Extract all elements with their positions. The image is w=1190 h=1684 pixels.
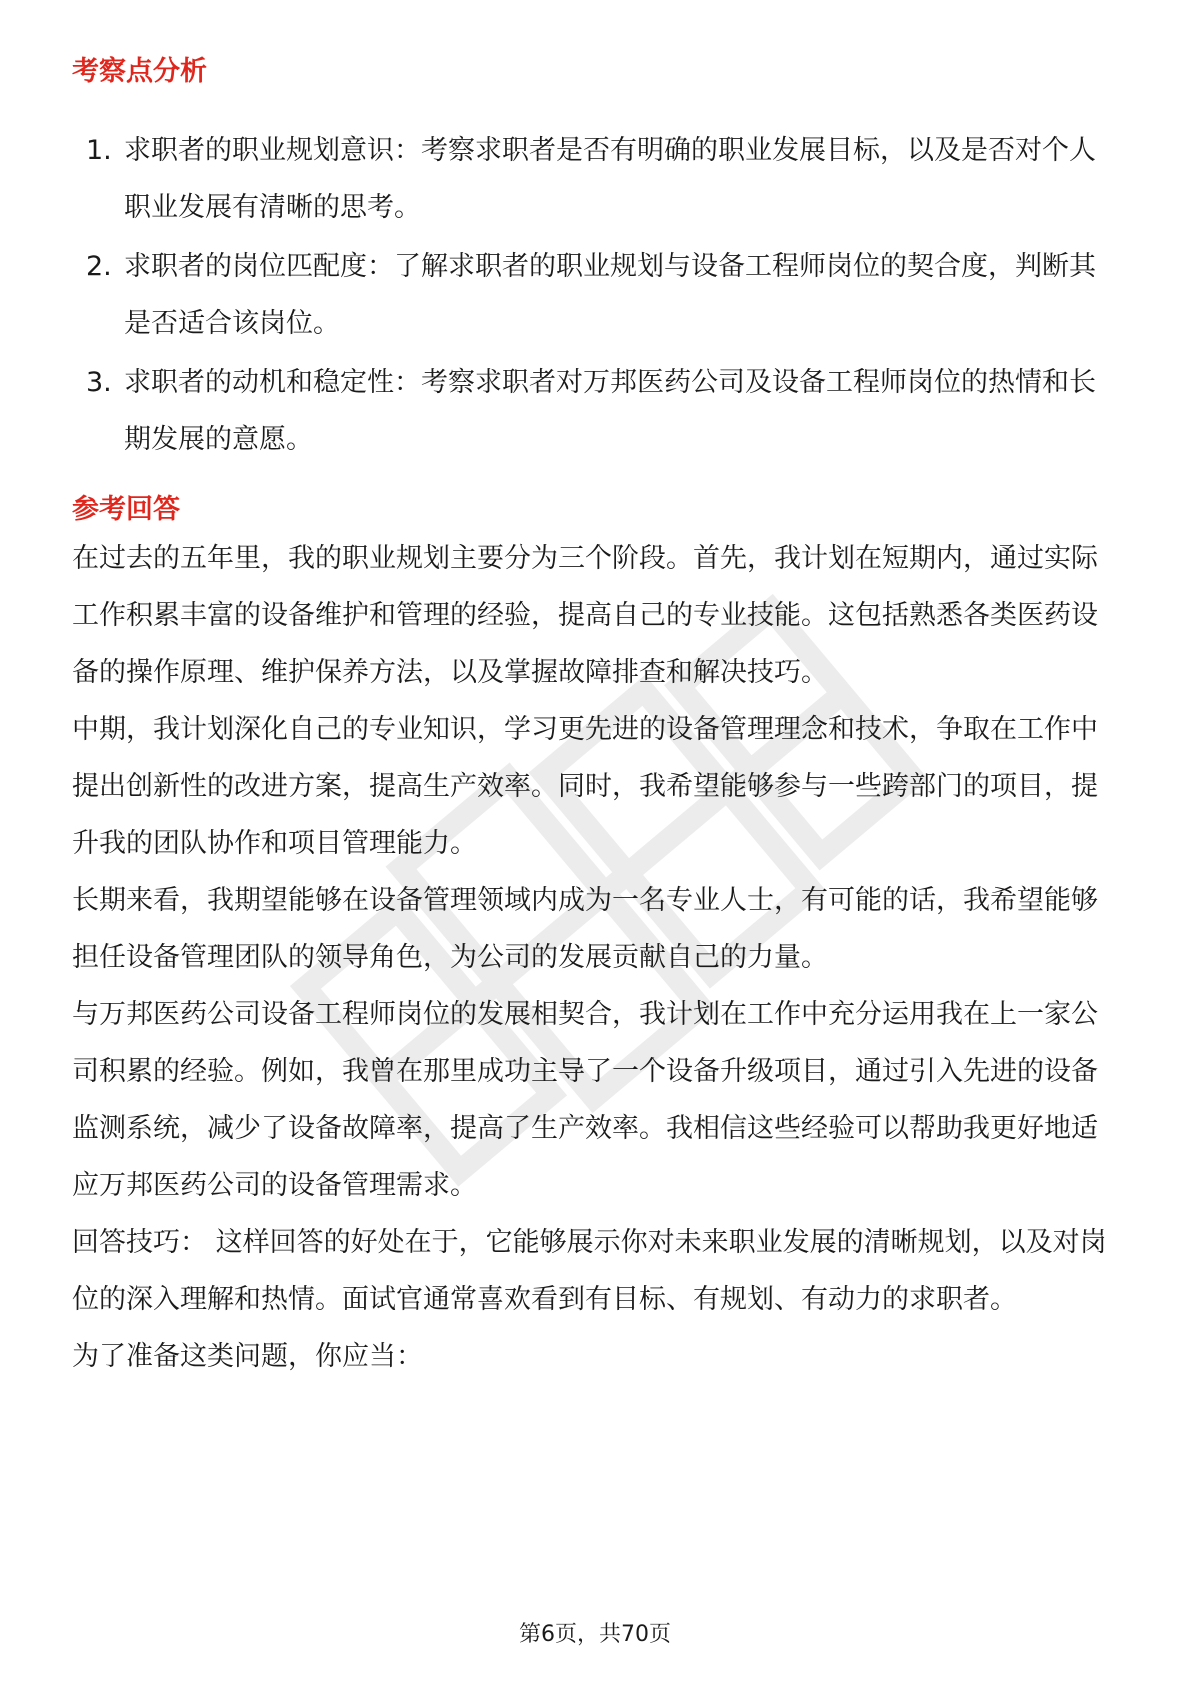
section-title-analysis: 考察点分析 — [72, 56, 207, 87]
list-item — [72, 122, 1122, 236]
analysis-list — [72, 122, 1122, 468]
answer-paragraph: 中期，我计划深化自己的专业知识，学习更先进的设备管理理念和技术，争取在工作中提出创新性的改进方案，提高生产效率。同时，我希望能够参与一些跨部门的项目，提升我的团队协作和项目管理能力。 — [72, 714, 1098, 859]
document-content — [72, 48, 1122, 1385]
list-item — [72, 238, 1122, 352]
list-item-number: 1. — [86, 135, 112, 166]
list-item-text: 求职者的岗位匹配度：了解求职者的职业规划与设备工程师岗位的契合度，判断其是否适合该岗位。 — [124, 251, 1096, 339]
tips-paragraph: 回答技巧： 这样回答的好处在于，它能够展示你对未来职业发展的清晰规划，以及对岗位的深入理解和热情。面试官通常喜欢看到有目标、有规划、有动力的求职者。 — [72, 1227, 1107, 1315]
list-item-text: 求职者的职业规划意识：考察求职者是否有明确的职业发展目标，以及是否对个人职业发展有清晰的思考。 — [124, 135, 1096, 223]
list-item-number: 3. — [86, 367, 112, 398]
answer-paragraph: 在过去的五年里，我的职业规划主要分为三个阶段。首先，我计划在短期内，通过实际工作积累丰富的设备维护和管理的经验，提高自己的专业技能。这包括熟悉各类医药设备的操作原理、维护保养方法，以及掌握故障排查和解决技巧。 — [72, 543, 1098, 688]
page-number: 第6页，共70页 — [519, 1622, 671, 1647]
list-item — [72, 354, 1122, 468]
list-item-number: 2. — [86, 251, 112, 282]
answer-paragraph: 与万邦医药公司设备工程师岗位的发展相契合，我计划在工作中充分运用我在上一家公司积累的经验。例如，我曾在那里成功主导了一个设备升级项目，通过引入先进的设备监测系统，减少了设备故障率，提高了生产效率。我相信这些经验可以帮助我更好地适应万邦医药公司的设备管理需求。 — [72, 999, 1098, 1201]
list-item-text: 求职者的动机和稳定性：考察求职者对万邦医药公司及设备工程师岗位的热情和长期发展的意愿。 — [124, 367, 1096, 455]
preparation-paragraph: 为了准备这类问题，你应当： — [72, 1341, 423, 1372]
answer-paragraph: 长期来看，我期望能够在设备管理领域内成为一名专业人士，有可能的话，我希望能够担任设备管理团队的领导角色，为公司的发展贡献自己的力量。 — [72, 885, 1098, 973]
section-title-answer: 参考回答 — [72, 494, 180, 525]
